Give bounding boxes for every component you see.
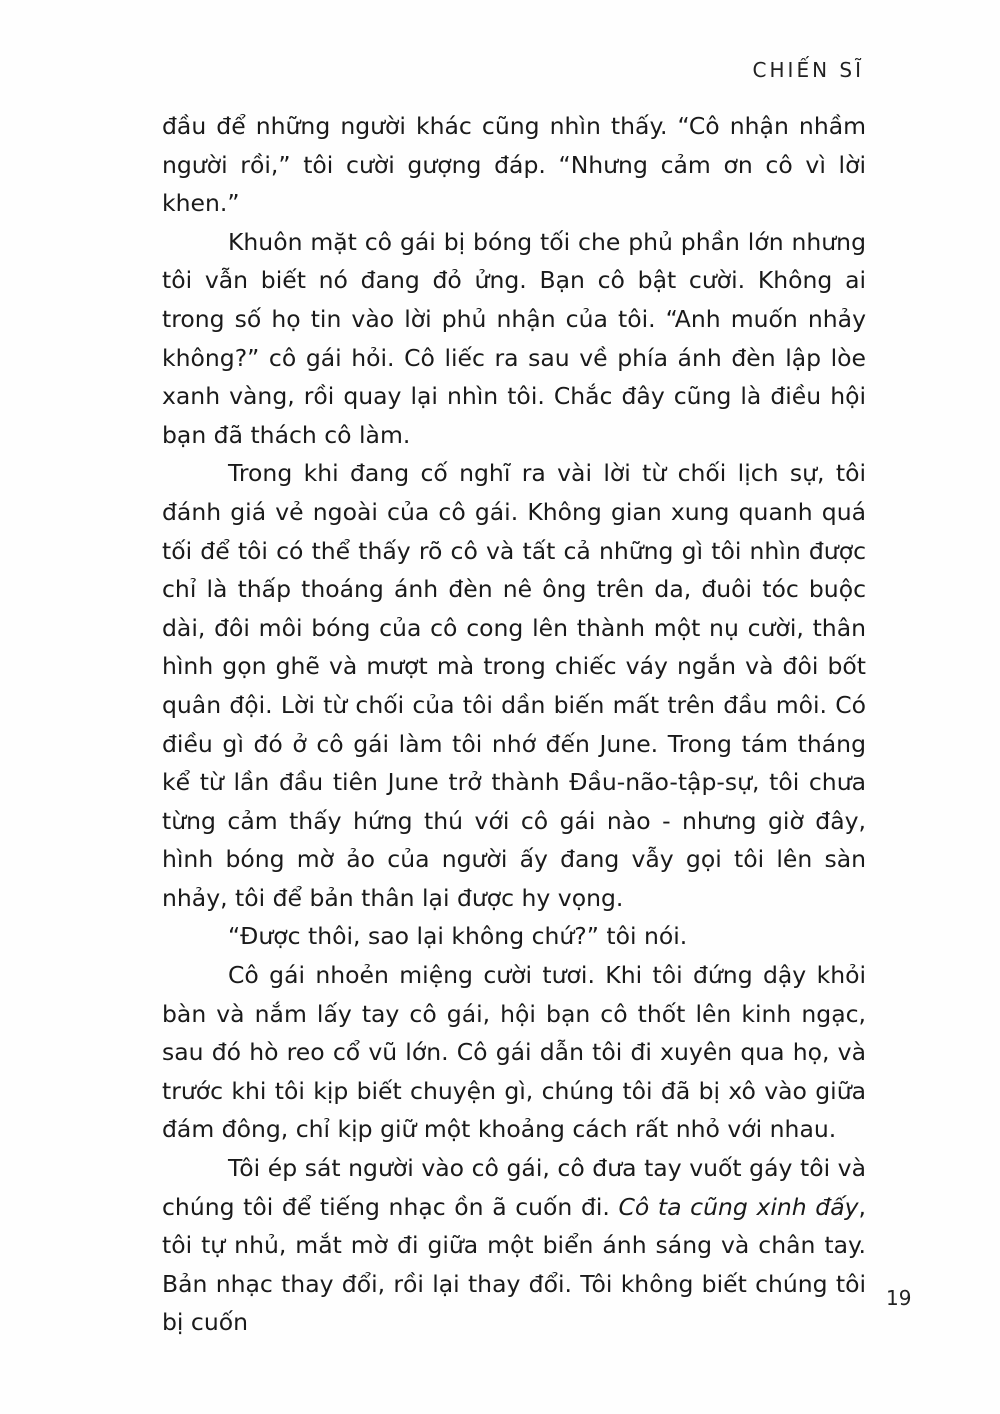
paragraph-5: Cô gái nhoẻn miệng cười tươi. Khi tôi đứng dậy khỏi bàn và nắm lấy tay cô gái, hội bạn cô thốt lên kinh ngạc, sau đó hò reo cổ vũ lớn. Cô gái dẫn tôi đi xuyên qua họ, và trước khi tôi kịp biết chuyện gì, chúng tôi đã bị xô vào giữa đám đông, chỉ kịp giữ một khoảng cách rất nhỏ với nhau. — [162, 961, 866, 1144]
paragraph-1: đầu để những người khác cũng nhìn thấy. “Cô nhận nhầm người rồi,” tôi cười gượng đáp. “Nhưng cảm ơn cô vì lời khen.” — [162, 112, 866, 218]
paragraph-6-italic: Cô ta cũng xinh đấy — [618, 1192, 859, 1221]
paragraph-6-part-b: , tôi tự nhủ, mắt mờ đi giữa một biển ánh sáng và chân tay. Bản nhạc thay đổi, rồi lại thay đổi. Tôi không biết chúng tôi bị cuốn — [162, 1192, 867, 1337]
body-text — [162, 107, 866, 1342]
paragraph-4: “Được thôi, sao lại không chứ?” tôi nói. — [228, 922, 688, 951]
paragraph-6 — [162, 1149, 866, 1342]
page-number: 19 — [886, 1286, 912, 1310]
paragraph-6-part-a: Tôi ép sát người vào cô gái, cô đưa tay vuốt gáy tôi và chúng tôi để tiếng nhạc ồn ã cuốn đi. — [162, 1154, 866, 1221]
running-header-title: CHIẾN SĨ — [752, 58, 864, 82]
paragraph-3: Trong khi đang cố nghĩ ra vài lời từ chối lịch sự, tôi đánh giá vẻ ngoài của cô gái. Không gian xung quanh quá tối để tôi có thể thấy rõ cô và tất cả những gì tôi nhìn được chỉ là thấp thoáng ánh đèn nê ông trên da, đuôi tóc buộc dài, đôi môi bóng của cô cong lên thành một nụ cười, thân hình gọn ghẽ và mượt mà trong chiếc váy ngắn và đôi bốt quân đội. Lời từ chối của tôi dần biến mất trên đầu môi. Có điều gì đó ở cô gái làm tôi nhớ đến June. Trong tám tháng kể từ lần đầu tiên June trở thành Đầu-não-tập-sự, tôi chưa từng cảm thấy hứng thú với cô gái nào - nhưng giờ đây, hình bóng mờ ảo của người ấy đang vẫy gọi tôi lên sàn nhảy, tôi để bản thân lại được hy vọng. — [162, 459, 866, 912]
paragraph-2: Khuôn mặt cô gái bị bóng tối che phủ phần lớn nhưng tôi vẫn biết nó đang đỏ ửng. Bạn cô bật cười. Không ai trong số họ tin vào lời phủ nhận của tôi. “Anh muốn nhảy không?” cô gái hỏi. Cô liếc ra sau về phía ánh đèn lập lòe xanh vàng, rồi quay lại nhìn tôi. Chắc đây cũng là điều hội bạn đã thách cô làm. — [162, 227, 866, 449]
